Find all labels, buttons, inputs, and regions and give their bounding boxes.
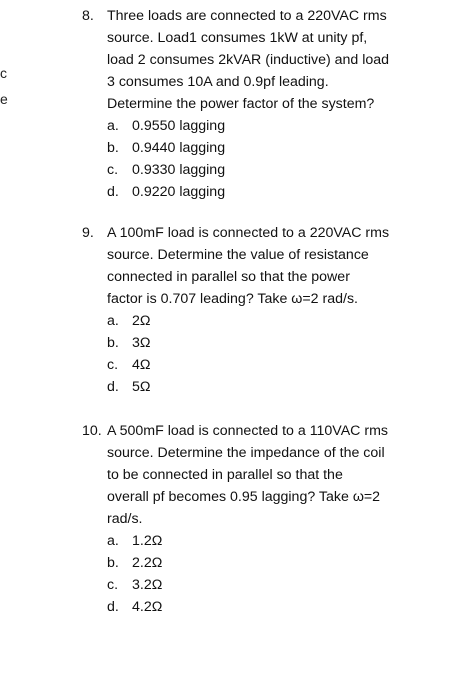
question-line: load 2 consumes 2kVAR (inductive) and load <box>107 52 390 68</box>
option-text: 4Ω <box>132 357 151 373</box>
answer-options <box>82 530 422 618</box>
option-text: 0.9550 lagging <box>132 118 226 134</box>
question-number: 10. <box>82 423 102 439</box>
answer-option <box>82 596 422 618</box>
question-line: Three loads are connected to a 220VAC rms <box>107 8 387 24</box>
answer-options <box>82 310 422 398</box>
question-10 <box>82 420 422 618</box>
option-text: 5Ω <box>132 379 151 395</box>
option-text: 2Ω <box>132 313 151 329</box>
answer-option <box>82 159 422 181</box>
question-9 <box>82 222 422 398</box>
option-letter: d. <box>107 599 119 615</box>
question-8 <box>82 5 422 203</box>
option-text: 3.2Ω <box>132 577 163 593</box>
cropped-left-char: c <box>0 65 7 81</box>
cropped-left-char: e <box>0 91 8 107</box>
answer-option <box>82 310 422 332</box>
option-letter: a. <box>107 118 119 134</box>
option-letter: c. <box>107 577 119 593</box>
option-letter: b. <box>107 335 119 351</box>
question-stem <box>82 420 422 530</box>
option-text: 4.2Ω <box>132 599 163 615</box>
option-text: 1.2Ω <box>132 533 163 549</box>
answer-option <box>82 574 422 596</box>
answer-option <box>82 137 422 159</box>
option-letter: a. <box>107 313 119 329</box>
question-line: connected in parallel so that the power <box>107 269 350 285</box>
option-text: 0.9220 lagging <box>132 184 226 200</box>
answer-option <box>82 181 422 203</box>
option-letter: d. <box>107 184 119 200</box>
option-letter: c. <box>107 162 119 178</box>
question-line: A 100mF load is connected to a 220VAC rms <box>107 225 390 241</box>
option-text: 0.9440 lagging <box>132 140 226 156</box>
option-text: 0.9330 lagging <box>132 162 226 178</box>
question-number: 9. <box>82 225 94 241</box>
option-letter: c. <box>107 357 119 373</box>
option-text: 3Ω <box>132 335 151 351</box>
answer-option <box>82 552 422 574</box>
option-letter: b. <box>107 555 119 571</box>
question-line: source. Load1 consumes 1kW at unity pf, <box>107 30 368 46</box>
option-text: 2.2Ω <box>132 555 163 571</box>
answer-option <box>82 354 422 376</box>
answer-option <box>82 332 422 354</box>
answer-option <box>82 376 422 398</box>
question-line: rad/s. <box>107 511 143 527</box>
question-stem <box>82 5 422 115</box>
answer-options <box>82 115 422 203</box>
option-letter: a. <box>107 533 119 549</box>
question-line: source. Determine the impedance of the coil <box>107 445 385 461</box>
question-line: 3 consumes 10A and 0.9pf leading. <box>107 74 329 90</box>
question-line: factor is 0.707 leading? Take ω=2 rad/s. <box>107 291 358 307</box>
answer-option <box>82 530 422 552</box>
option-letter: b. <box>107 140 119 156</box>
question-stem <box>82 222 422 310</box>
question-line: Determine the power factor of the system? <box>107 96 375 112</box>
question-line: source. Determine the value of resistance <box>107 247 369 263</box>
question-number: 8. <box>82 8 94 24</box>
answer-option <box>82 115 422 137</box>
option-letter: d. <box>107 379 119 395</box>
question-line: A 500mF load is connected to a 110VAC rms <box>107 423 389 439</box>
question-line: to be connected in parallel so that the <box>107 467 343 483</box>
question-line: overall pf becomes 0.95 lagging? Take ω=2 <box>107 489 381 505</box>
